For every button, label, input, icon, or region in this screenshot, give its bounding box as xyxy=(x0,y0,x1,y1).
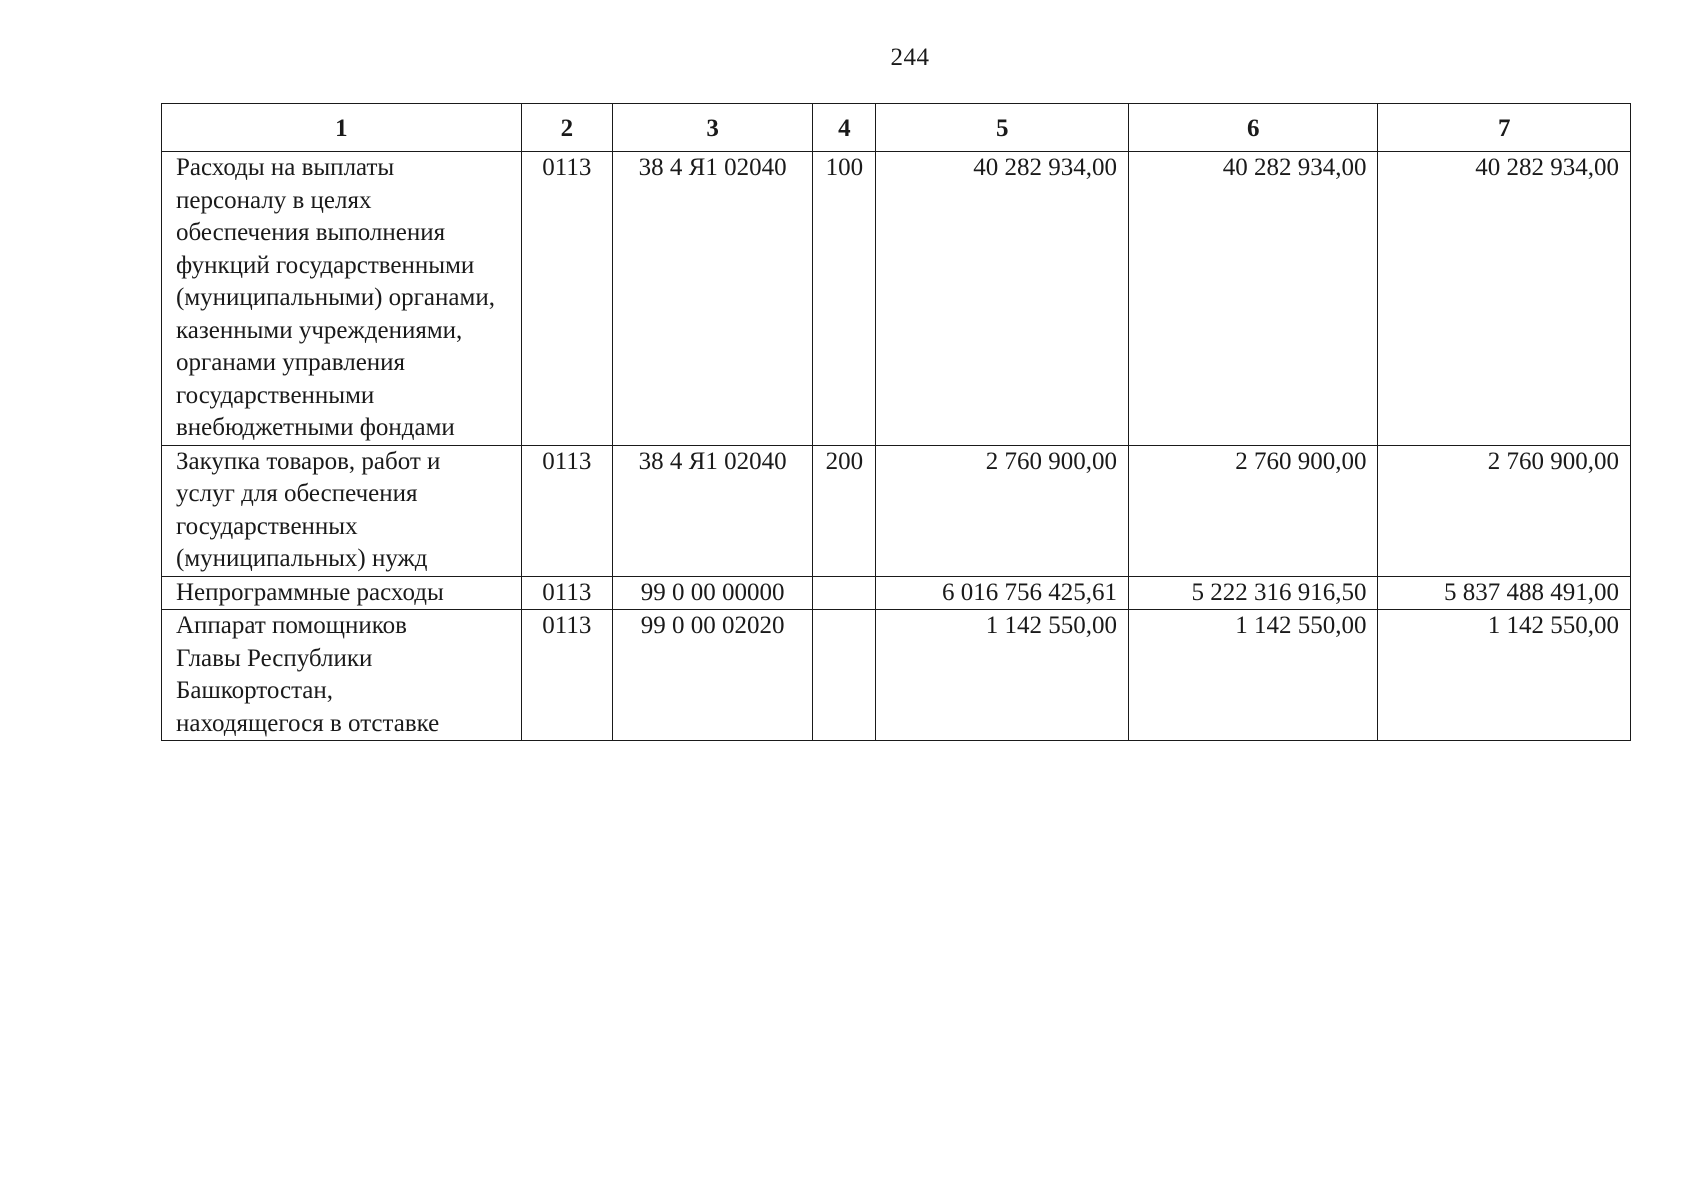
row-amount-3: 5 837 488 491,00 xyxy=(1378,576,1631,610)
row-amount-2: 2 760 900,00 xyxy=(1128,445,1378,576)
row-amount-1: 6 016 756 425,61 xyxy=(876,576,1129,610)
header-col-3: 3 xyxy=(612,104,812,152)
budget-table xyxy=(161,103,1631,741)
row-amount-2: 40 282 934,00 xyxy=(1128,152,1378,446)
row-amount-2: 1 142 550,00 xyxy=(1128,610,1378,741)
header-col-4: 4 xyxy=(813,104,876,152)
row-name xyxy=(162,576,522,610)
table-row xyxy=(162,610,1631,741)
row-name-text: Аппарат помощников Главы Республики Башкортостан, находящегося в отставке xyxy=(176,612,440,737)
header-col-1: 1 xyxy=(162,104,522,152)
row-name-text: Расходы на выплаты персоналу в целях обеспечения выполнения функций государственными (муниципальными) органами, казенными учреждениями, органами управления государственными внебюджетными фондами xyxy=(176,154,495,441)
table-row xyxy=(162,152,1631,446)
row-amount-3: 2 760 900,00 xyxy=(1378,445,1631,576)
row-type: 200 xyxy=(813,445,876,576)
header-col-6: 6 xyxy=(1128,104,1378,152)
row-type xyxy=(813,610,876,741)
header-col-5: 5 xyxy=(876,104,1129,152)
row-name-text: Непрограммные расходы xyxy=(176,578,444,606)
row-name xyxy=(162,445,522,576)
page-number: 244 xyxy=(890,44,930,71)
row-amount-1: 1 142 550,00 xyxy=(876,610,1129,741)
row-section: 0113 xyxy=(521,152,612,446)
table-row xyxy=(162,445,1631,576)
row-target: 99 0 00 00000 xyxy=(612,576,812,610)
row-type xyxy=(813,576,876,610)
table-body xyxy=(162,152,1631,741)
row-type: 100 xyxy=(813,152,876,446)
row-amount-1: 40 282 934,00 xyxy=(876,152,1129,446)
row-section: 0113 xyxy=(521,576,612,610)
table-row xyxy=(162,576,1631,610)
row-amount-1: 2 760 900,00 xyxy=(876,445,1129,576)
row-name-text: Закупка товаров, работ и услуг для обеспечения государственных (муниципальных) нужд xyxy=(176,447,441,572)
row-target: 38 4 Я1 02040 xyxy=(612,445,812,576)
table-header xyxy=(162,104,1631,152)
row-name xyxy=(162,152,522,446)
row-name xyxy=(162,610,522,741)
row-target: 99 0 00 02020 xyxy=(612,610,812,741)
row-target: 38 4 Я1 02040 xyxy=(612,152,812,446)
header-col-2: 2 xyxy=(521,104,612,152)
row-amount-2: 5 222 316 916,50 xyxy=(1128,576,1378,610)
row-amount-3: 1 142 550,00 xyxy=(1378,610,1631,741)
row-amount-3: 40 282 934,00 xyxy=(1378,152,1631,446)
header-row xyxy=(162,104,1631,152)
row-section: 0113 xyxy=(521,445,612,576)
header-col-7: 7 xyxy=(1378,104,1631,152)
row-section: 0113 xyxy=(521,610,612,741)
